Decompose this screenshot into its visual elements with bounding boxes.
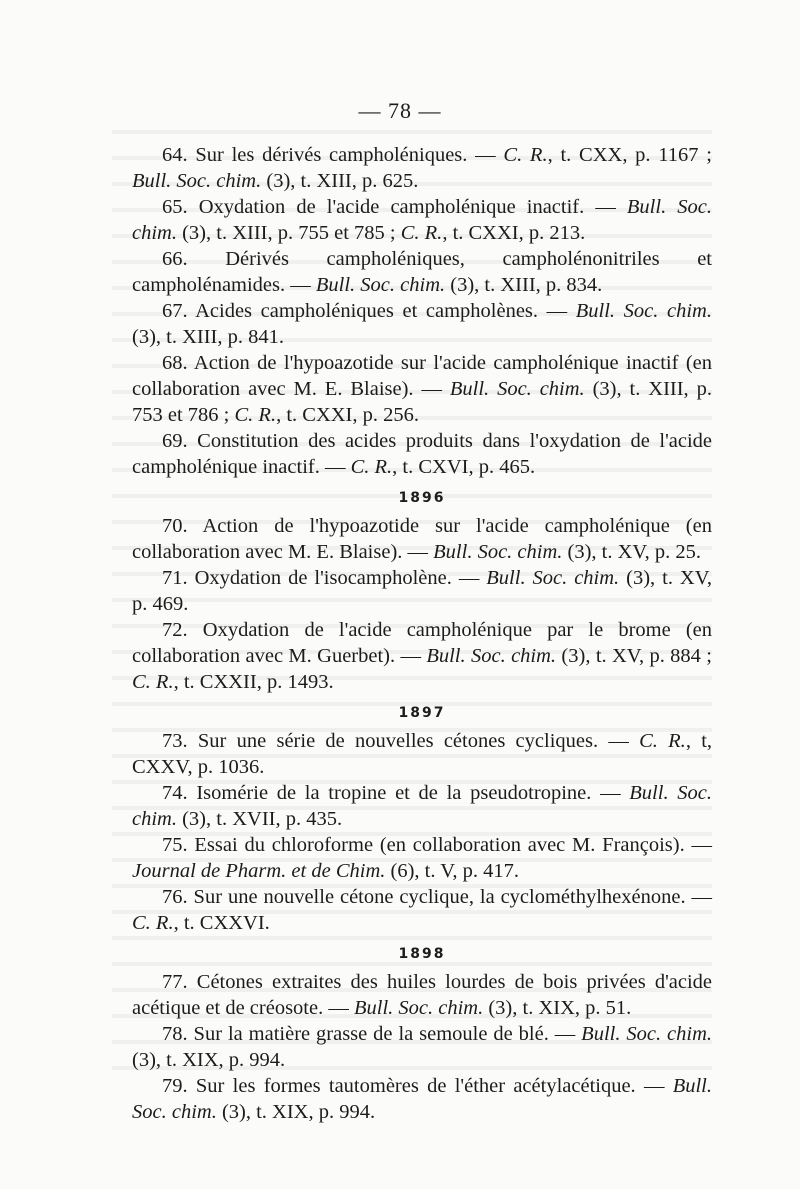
- bibliography-entry: [132, 194, 712, 246]
- entry-title: Action de l'hypoazotide sur l'acide campholénique inactif (en collaboration avec M. E. Blaise). —: [132, 352, 712, 400]
- entry-title: Oxydation de l'acide campholénique par le brome (en collaboration avec M. Guerbet). —: [132, 619, 712, 667]
- entry-number: 79.: [162, 1075, 188, 1097]
- reference-details: (3), t. XV, p. 25.: [562, 541, 701, 563]
- journal-reference: C. R.: [503, 144, 548, 166]
- journal-reference: Bull. Soc. chim.: [353, 997, 484, 1019]
- bibliography-section: [132, 142, 712, 480]
- entry-title: Sur une nouvelle cétone cyclique, la cyclométhylhexénone. —: [193, 886, 713, 908]
- bibliography-entry: [132, 350, 712, 428]
- reference-details-2: , t. CXXI, p. 213.: [442, 222, 586, 244]
- entry-number: 76.: [162, 886, 188, 908]
- journal-reference: Bull. Soc. chim.: [426, 645, 557, 667]
- entry-title: Constitution des acides produits dans l'oxydation de l'acide campholénique inactif. —: [132, 430, 713, 478]
- bibliography-entry: [132, 1021, 712, 1073]
- bibliography-entry: [132, 832, 712, 884]
- bibliography-entry: [132, 513, 712, 565]
- bibliography-section: [132, 941, 712, 1125]
- bibliography-list: [132, 142, 712, 1125]
- entry-title: Sur une série de nouvelles cétones cycliques. —: [197, 730, 640, 752]
- entry-number: 64.: [162, 144, 188, 166]
- reference-details: , t, CXXV, p. 1036.: [132, 730, 713, 778]
- entry-number: 70.: [162, 515, 188, 537]
- bibliography-entry: [132, 780, 712, 832]
- reference-details: , t. CXXVI.: [173, 912, 270, 934]
- journal-reference: Bull. Soc. chim.: [575, 300, 712, 322]
- bibliography-entry: [132, 1073, 712, 1125]
- entry-title: Action de l'hypoazotide sur l'acide campholénique (en collaboration avec M. E. Blaise). —: [132, 515, 712, 563]
- reference-details: (3), t. XV, p. 469.: [132, 567, 712, 615]
- bibliography-entry: [132, 428, 712, 480]
- journal-reference-2: Bull. Soc. chim.: [132, 170, 262, 192]
- entry-title: Essai du chloroforme (en collaboration avec M. François). —: [194, 834, 713, 856]
- entry-title: Sur les dérivés campholéniques. —: [195, 144, 504, 166]
- reference-details: (3), t. XV, p. 884 ;: [556, 645, 712, 667]
- journal-reference: Bull. Soc. chim.: [449, 378, 585, 400]
- year-heading: 1898: [398, 946, 446, 962]
- entry-title: Isomérie de la tropine et de la pseudotropine. —: [196, 782, 630, 804]
- journal-reference: Bull. Soc. chim.: [132, 782, 712, 830]
- entry-number: 78.: [162, 1023, 188, 1045]
- reference-details: (6), t. V, p. 417.: [385, 860, 520, 882]
- reference-details-2: , t. CXXII, p. 1493.: [173, 671, 334, 693]
- journal-reference-2: C. R.: [132, 671, 174, 693]
- journal-reference: Bull. Soc. chim.: [132, 196, 712, 244]
- entry-title: Cétones extraites des huiles lourdes de bois privées d'acide acétique et de créosote. —: [132, 971, 713, 1019]
- journal-reference: Bull. Soc. chim.: [433, 541, 563, 563]
- bibliography-entry: [132, 565, 712, 617]
- entry-title: Acides campholéniques et campholènes. —: [195, 300, 576, 322]
- journal-reference: C. R.: [132, 912, 174, 934]
- reference-details: , t. CXVI, p. 465.: [392, 456, 536, 478]
- reference-details-2: , t. CXXI, p. 256.: [276, 404, 420, 426]
- bibliography-entry: [132, 617, 712, 695]
- journal-reference: Bull. Soc. chim.: [315, 274, 446, 296]
- reference-details: (3), t. XIX, p. 994.: [132, 1049, 286, 1071]
- bibliography-section: [132, 485, 712, 695]
- reference-details-2: (3), t. XIII, p. 625.: [261, 170, 419, 192]
- reference-details: (3), t. XIII, p. 753 et 786 ;: [132, 378, 712, 426]
- journal-reference: Bull. Soc. chim.: [132, 1075, 713, 1123]
- reference-details: (3), t. XIII, p. 834.: [445, 274, 603, 296]
- reference-details: (3), t. XIII, p. 841.: [132, 326, 285, 348]
- bibliography-entry: [132, 142, 712, 194]
- bibliography-entry: [132, 246, 712, 298]
- entry-title: Sur la matière grasse de la semoule de blé. —: [193, 1023, 582, 1045]
- journal-reference-2: C. R.: [234, 404, 277, 426]
- journal-reference: C. R.: [350, 456, 393, 478]
- bibliography-entry: [132, 884, 712, 936]
- bibliography-entry: [132, 969, 712, 1021]
- entry-title: Sur les formes tautomères de l'éther acétylacétique. —: [195, 1075, 673, 1097]
- entry-title: Dérivés campholéniques, campholénonitriles et campholénamides. —: [132, 248, 712, 296]
- page-number: — 78 —: [358, 98, 442, 123]
- reference-details: , t. CXX, p. 1167 ;: [547, 144, 712, 166]
- entry-number: 69.: [162, 430, 188, 452]
- reference-details: (3), t. XVII, p. 435.: [176, 808, 343, 830]
- journal-reference: C. R.: [639, 730, 686, 752]
- year-heading: 1897: [398, 705, 446, 721]
- journal-reference-2: C. R.: [400, 222, 443, 244]
- entry-number: 71.: [162, 567, 188, 589]
- entry-number: 67.: [162, 300, 188, 322]
- entry-number: 74.: [162, 782, 188, 804]
- entry-number: 65.: [162, 196, 188, 218]
- entry-number: 72.: [162, 619, 188, 641]
- journal-reference: Journal de Pharm. et de Chim.: [132, 860, 386, 882]
- journal-reference: Bull. Soc. chim.: [486, 567, 620, 589]
- journal-reference: Bull. Soc. chim.: [581, 1023, 712, 1045]
- bibliography-section: [132, 700, 712, 936]
- entry-number: 66.: [162, 248, 188, 270]
- reference-details: (3), t. XIX, p. 994.: [216, 1101, 376, 1123]
- reference-details: (3), t. XIII, p. 755 et 785 ;: [176, 222, 401, 244]
- entry-title: Oxydation de l'acide campholénique inactif. —: [198, 196, 627, 218]
- bibliography-entry: [132, 728, 712, 780]
- year-heading: 1896: [398, 490, 446, 506]
- entry-number: 73.: [162, 730, 188, 752]
- entry-number: 68.: [162, 352, 188, 374]
- entry-number: 77.: [162, 971, 188, 993]
- bibliography-entry: [132, 298, 712, 350]
- entry-number: 75.: [162, 834, 188, 856]
- entry-title: Oxydation de l'isocampholène. —: [194, 567, 487, 589]
- reference-details: (3), t. XIX, p. 51.: [483, 997, 632, 1019]
